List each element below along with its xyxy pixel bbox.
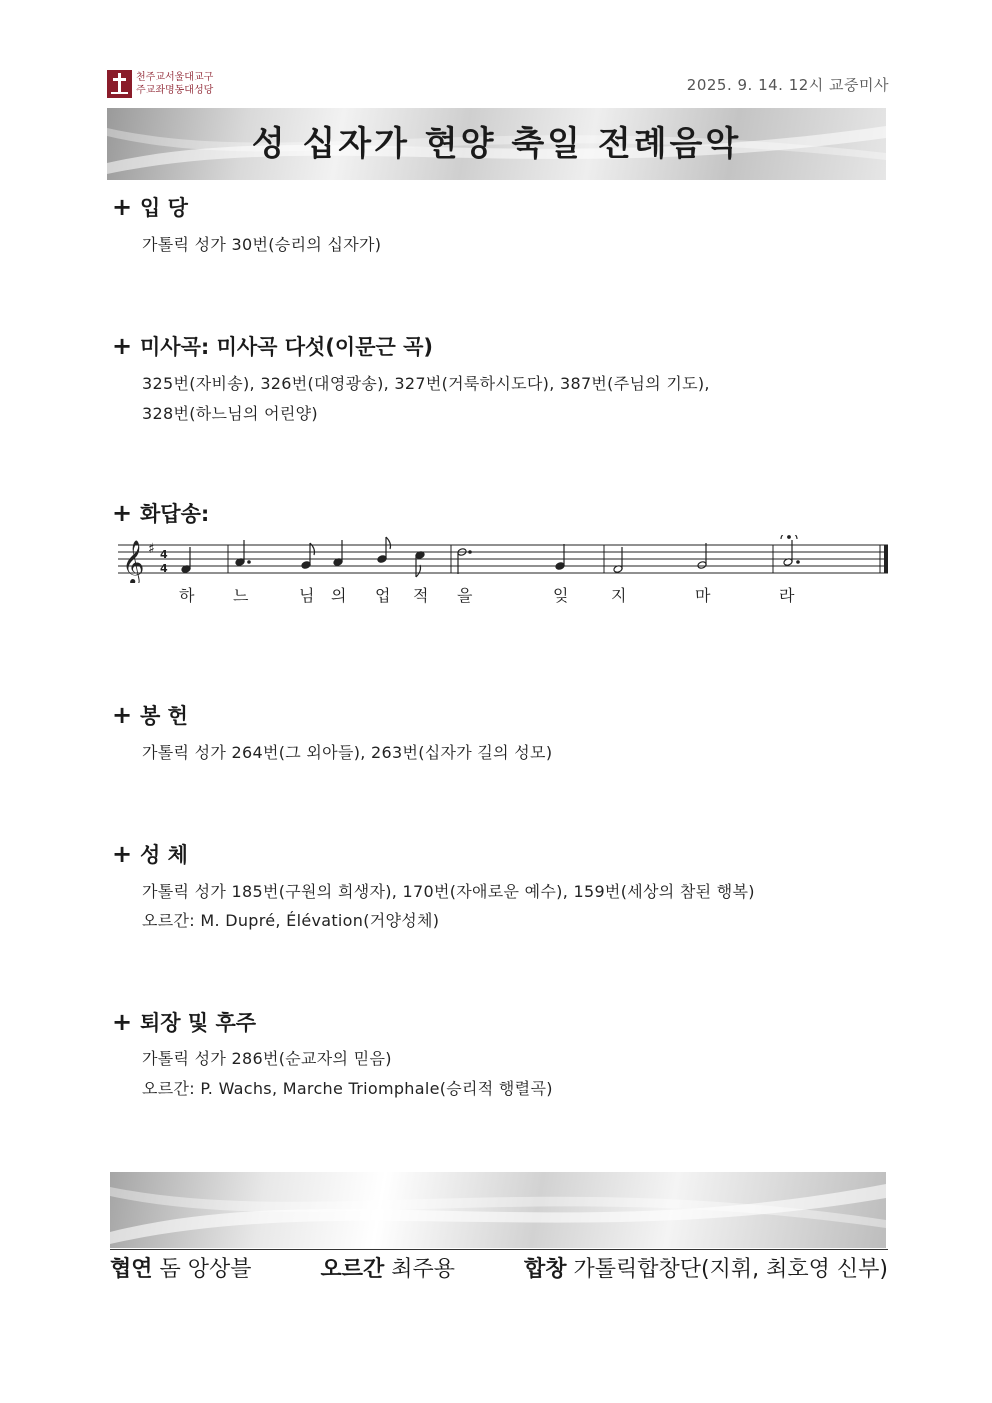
section-title: 봉 헌 (140, 704, 188, 728)
section-offertory-heading (112, 700, 188, 730)
section-mass-setting-heading (112, 331, 433, 361)
cathedral-emblem-icon (107, 70, 132, 98)
lyric-syllable: 라 (779, 586, 795, 605)
psalm-response-staff (118, 535, 890, 583)
section-recessional-heading (112, 1007, 256, 1037)
offertory-hymns: 가톨릭 성가 264번(그 외아들), 263번(십자가 길의 성모) (142, 743, 553, 762)
lyric-syllable: 의 (331, 586, 347, 605)
recessional-hymn: 가톨릭 성가 286번(순교자의 믿음) (142, 1049, 392, 1068)
lyric-syllable: 업 (375, 586, 391, 605)
section-title: 입 당 (140, 196, 188, 220)
cathedral-logo (107, 70, 231, 100)
cross-icon: + (112, 193, 133, 221)
banner-swoosh-decoration (110, 1172, 886, 1248)
credits-divider (110, 1249, 888, 1250)
mass-setting-line-1: 325번(자비송), 326번(대영광송), 327번(거룩하시도다), 387번(주님의 기도), (142, 374, 710, 393)
organist-label: 오르간 (320, 1257, 385, 1282)
lyric-syllable: 을 (457, 586, 473, 605)
section-title: 성 체 (140, 843, 188, 867)
lyric-syllable: 적 (413, 586, 429, 605)
cross-icon: + (112, 1008, 133, 1036)
ensemble-name: 돔 앙상블 (159, 1257, 252, 1282)
mass-setting-line-2: 328번(하느님의 어린양) (142, 404, 318, 423)
entrance-hymn: 가톨릭 성가 30번(승리의 십자가) (142, 235, 382, 254)
cross-icon: + (112, 840, 133, 868)
choir-label: 합창 (524, 1257, 567, 1282)
choir-name: 가톨릭합창단(지휘, 최호영 신부) (573, 1257, 888, 1282)
section-title: 퇴장 및 후주 (140, 1011, 257, 1035)
cross-icon: + (112, 701, 133, 729)
logo-line-1: 천주교서울대교구 (136, 72, 214, 83)
mass-date: 2025. 9. 14. 12시 교중미사 (686, 76, 889, 94)
lyric-syllable: 마 (695, 586, 711, 605)
time-signature-bottom: 4 (160, 562, 168, 575)
communion-hymns: 가톨릭 성가 185번(구원의 희생자), 170번(자애로운 예수), 159번(세상의 참된 행복) (142, 882, 755, 901)
section-communion-heading (112, 839, 188, 869)
sharp-icon: ♯ (148, 541, 155, 557)
section-title: 미사곡: 미사곡 다섯(이문근 곡) (140, 335, 433, 359)
footer-banner (110, 1172, 886, 1248)
logo-line-2: 주교좌명동대성당 (136, 85, 214, 96)
performer-credits (110, 1252, 888, 1283)
lyric-syllable: 느 (233, 586, 249, 605)
section-entrance-heading (112, 192, 188, 222)
lyric-syllable: 지 (611, 586, 627, 605)
communion-organ: 오르간: M. Dupré, Élévation(거양성체) (142, 911, 440, 930)
title-banner (107, 108, 886, 180)
cross-icon: + (112, 332, 133, 360)
lyric-syllable: 잊 (553, 586, 569, 605)
organist-name: 최주용 (391, 1257, 456, 1282)
time-signature-top: 4 (160, 548, 168, 561)
section-psalm-heading (112, 498, 209, 528)
ensemble-label: 협연 (110, 1257, 153, 1282)
lyric-syllable: 하 (179, 586, 195, 605)
page-title: 성 십자가 현양 축일 전례음악 (251, 124, 742, 164)
cross-icon: + (112, 499, 133, 527)
section-title: 화답송: (140, 502, 210, 526)
lyric-syllable: 님 (299, 586, 315, 605)
treble-clef-icon: 𝄞 (122, 540, 145, 583)
page-header (107, 70, 889, 100)
postlude-organ: 오르간: P. Wachs, Marche Triomphale(승리적 행렬곡) (142, 1079, 553, 1098)
